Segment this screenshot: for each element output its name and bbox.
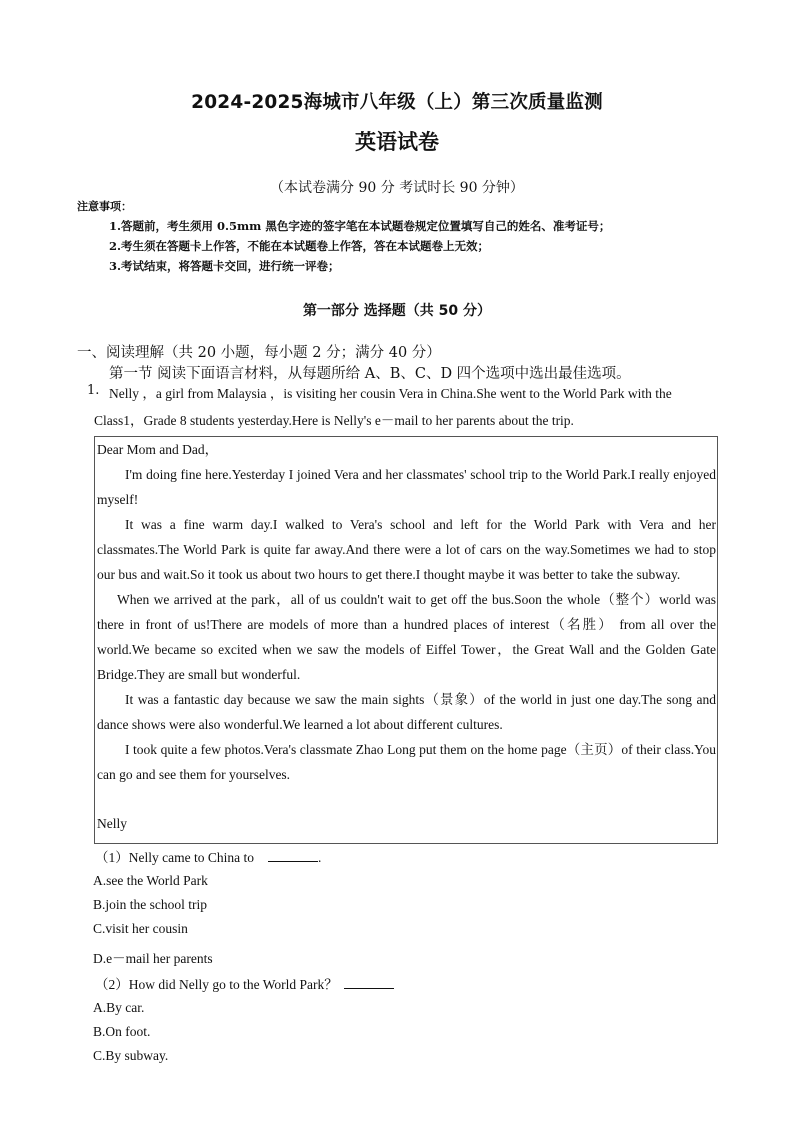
exam-subtitle: 英语试卷 — [355, 130, 439, 154]
letter-paragraph: It was a fine warm day.I walked to Vera's school and left for the World Park with Vera and her classmates.The World Park is quite far away.And there were a lot of cars on the way.Sometimes we had to stop our bus and wait.So it took us about two hours to get there.I thought maybe it was better to take the subway. — [97, 517, 716, 582]
option[interactable]: C.By subway. — [93, 1048, 169, 1063]
letter-greeting: Dear Mom and Dad， — [97, 442, 219, 457]
answer-blank[interactable] — [344, 976, 394, 989]
note-item: 3.考试结束，将答题卡交回，进行统一评卷； — [109, 259, 340, 273]
section-title: 第一部分 选择题（共 50 分） — [302, 303, 492, 319]
answer-blank[interactable] — [268, 849, 318, 862]
option[interactable]: B.On foot. — [93, 1024, 151, 1039]
letter-paragraph: I took quite a few photos.Vera's classmate Zhao Long put them on the home page（主页）of their class.You can go and see them for yourselves. — [97, 742, 716, 782]
option[interactable]: A.By car. — [93, 1000, 145, 1015]
option[interactable]: A.see the World Park — [93, 873, 208, 888]
intro-line: Nelly ，a girl from Malaysia ，is visiting her cousin Vera in China.She went to the World Park with the — [109, 386, 672, 401]
option[interactable]: D.e－mail her parents — [93, 951, 213, 966]
option[interactable]: C.visit her cousin — [93, 921, 188, 936]
email-letter-box — [94, 436, 718, 844]
question-intro — [94, 380, 719, 434]
instruction: 第一节 阅读下面语言材料，从每题所给 A、B、C、D 四个选项中选出最佳选项。 — [109, 366, 631, 382]
sub-question-stem: （2）How did Nelly go to the World Park？ — [95, 977, 338, 992]
letter-paragraph: When we arrived at the park，all of us couldn't wait to get off the bus.Soon the whole（整个）world was there in front of us!There are models of more than a hundred places of interest（名胜） from all over the world.We became so excited when we saw the models of Eiffel Tower，the Great Wall and the Golden Gate Bridge.They are small but wonderful. — [97, 592, 716, 682]
letter-paragraph: It was a fantastic day because we saw the main sights（景象）of the world in just one day.The song and dance shows were also wonderful.We learned a lot about different cultures. — [97, 692, 716, 732]
exam-title: 2024-2025海城市八年级（上）第三次质量监测 — [191, 92, 603, 113]
letter-paragraph: I'm doing fine here.Yesterday I joined Vera and her classmates' school trip to the World Park.I really enjoyed myself! — [97, 467, 716, 507]
intro-line: Class1，Grade 8 students yesterday.Here is Nelly's e－mail to her parents about the trip. — [94, 413, 574, 428]
note-item: 1.答题前，考生须用 0.5mm 黑色字迹的签字笔在本试题卷规定位置填写自己的姓名、准考证号； — [109, 219, 611, 233]
question-number: 1. — [87, 383, 100, 398]
sub-question-1: （1）Nelly came to China to . — [95, 850, 322, 865]
sub-question-2 — [95, 973, 394, 993]
exam-info: （本试卷满分 90 分 考试时长 90 分钟） — [270, 180, 524, 196]
letter-signature: Nelly — [97, 816, 127, 831]
part-title: 一、阅读理解（共 20 小题，每小题 2 分；满分 40 分） — [77, 345, 441, 361]
sub-question-stem: （1）Nelly came to China to — [95, 850, 254, 865]
note-item: 2.考生须在答题卡上作答，不能在本试题卷上作答，答在本试题卷上无效； — [109, 239, 490, 253]
notes-heading: 注意事项： — [77, 200, 132, 213]
option[interactable]: B.join the school trip — [93, 897, 207, 912]
